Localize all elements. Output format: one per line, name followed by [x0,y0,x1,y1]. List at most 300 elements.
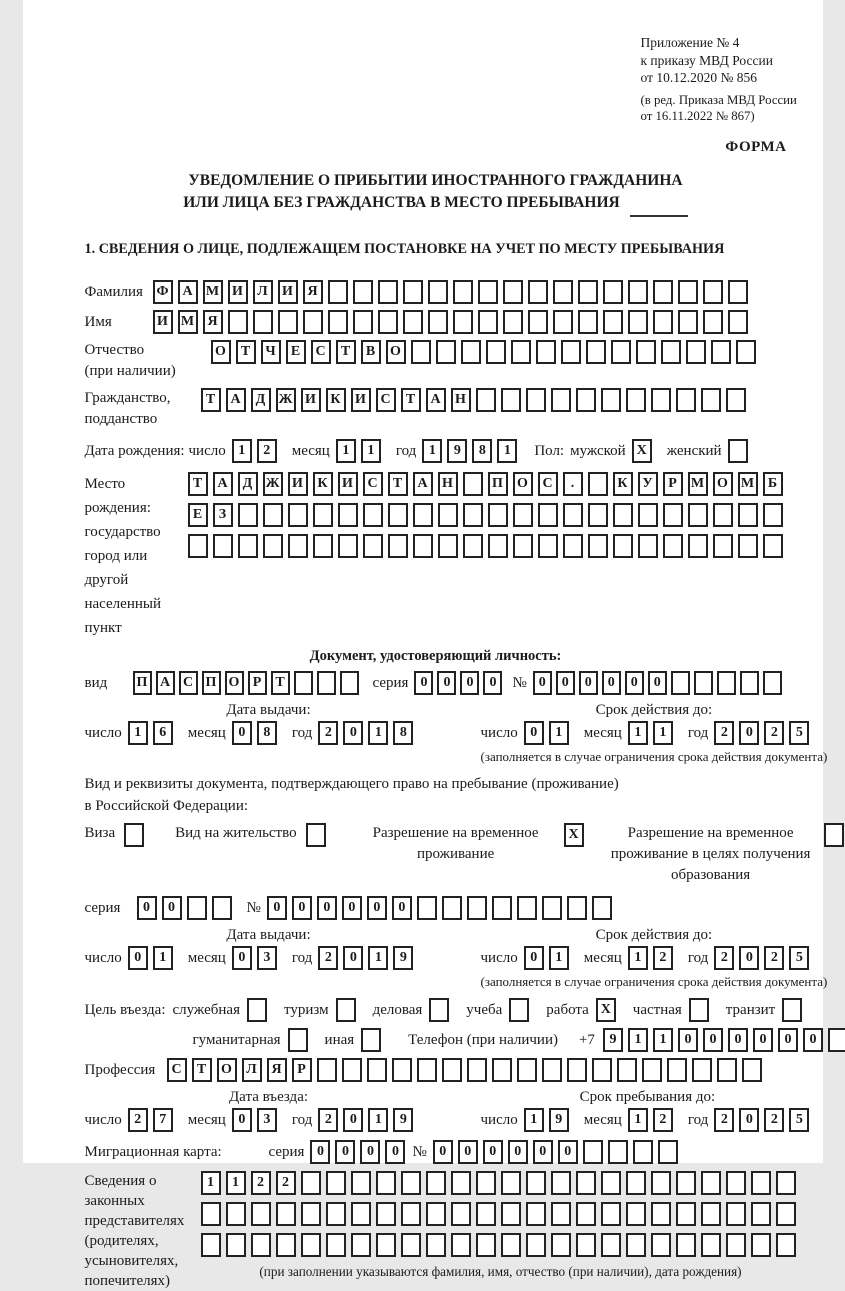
char-cell[interactable] [542,1058,562,1082]
char-cell[interactable] [638,534,658,558]
char-cell[interactable] [340,671,359,695]
char-cell[interactable] [492,1058,512,1082]
char-cell[interactable]: 1 [422,439,442,463]
char-cell[interactable] [651,388,671,412]
char-cell[interactable]: Л [242,1058,262,1082]
char-cell[interactable] [636,340,656,364]
char-cell[interactable] [751,1202,771,1226]
char-cell[interactable]: П [133,671,152,695]
char-cell[interactable]: Т [201,388,221,412]
char-cell[interactable] [501,388,521,412]
char-cell[interactable]: 0 [433,1140,453,1164]
char-cell[interactable] [201,1233,221,1257]
char-cell[interactable] [740,671,759,695]
char-cell[interactable]: Р [663,472,683,496]
char-cell[interactable] [713,534,733,558]
char-cell[interactable] [342,1058,362,1082]
char-cell[interactable] [626,1202,646,1226]
char-cell[interactable] [513,534,533,558]
char-cell[interactable] [824,823,844,847]
char-cell[interactable]: Т [271,671,290,695]
char-cell[interactable]: Б [763,472,783,496]
char-cell[interactable] [676,1171,696,1195]
char-cell[interactable] [528,310,548,334]
char-cell[interactable] [428,310,448,334]
char-cell[interactable] [288,1028,308,1052]
char-cell[interactable]: И [301,388,321,412]
char-cell[interactable] [426,1171,446,1195]
char-cell[interactable] [588,503,608,527]
char-cell[interactable] [363,503,383,527]
char-cell[interactable] [692,1058,712,1082]
char-cell[interactable]: П [202,671,221,695]
char-cell[interactable]: X [632,439,652,463]
char-cell[interactable]: 0 [778,1028,798,1052]
char-cell[interactable]: 1 [653,1028,673,1052]
char-cell[interactable] [392,1058,412,1082]
char-cell[interactable] [187,896,207,920]
char-cell[interactable] [338,534,358,558]
char-cell[interactable]: 8 [472,439,492,463]
char-cell[interactable] [528,280,548,304]
char-cell[interactable]: 2 [128,1108,148,1132]
char-cell[interactable] [536,340,556,364]
char-cell[interactable] [376,1171,396,1195]
char-cell[interactable] [628,310,648,334]
char-cell[interactable]: З [213,503,233,527]
char-cell[interactable] [728,280,748,304]
char-cell[interactable] [278,310,298,334]
char-cell[interactable] [601,1171,621,1195]
char-cell[interactable] [653,310,673,334]
char-cell[interactable] [626,1233,646,1257]
char-cell[interactable]: 0 [579,671,598,695]
char-cell[interactable]: С [311,340,331,364]
char-cell[interactable] [592,896,612,920]
char-cell[interactable]: К [613,472,633,496]
char-cell[interactable] [661,340,681,364]
char-cell[interactable]: 0 [342,896,362,920]
char-cell[interactable] [338,503,358,527]
char-cell[interactable] [326,1171,346,1195]
char-cell[interactable]: И [338,472,358,496]
char-cell[interactable] [526,1171,546,1195]
char-cell[interactable] [828,1028,845,1052]
char-cell[interactable] [567,1058,587,1082]
char-cell[interactable] [608,1140,628,1164]
char-cell[interactable]: Р [248,671,267,695]
char-cell[interactable] [542,896,562,920]
char-cell[interactable] [553,280,573,304]
char-cell[interactable] [361,1028,381,1052]
char-cell[interactable] [247,998,267,1022]
char-cell[interactable] [576,1171,596,1195]
char-cell[interactable]: Ф [153,280,173,304]
char-cell[interactable]: Н [451,388,471,412]
char-cell[interactable]: X [596,998,616,1022]
char-cell[interactable] [417,1058,437,1082]
char-cell[interactable]: И [153,310,173,334]
char-cell[interactable] [442,896,462,920]
char-cell[interactable]: 0 [753,1028,773,1052]
char-cell[interactable] [188,534,208,558]
char-cell[interactable] [703,280,723,304]
char-cell[interactable]: Т [401,388,421,412]
char-cell[interactable]: 1 [226,1171,246,1195]
char-cell[interactable] [417,896,437,920]
char-cell[interactable]: 1 [368,721,388,745]
char-cell[interactable] [429,998,449,1022]
char-cell[interactable] [476,1202,496,1226]
char-cell[interactable]: 0 [360,1140,380,1164]
char-cell[interactable] [509,998,529,1022]
char-cell[interactable]: 0 [437,671,456,695]
char-cell[interactable]: В [361,340,381,364]
char-cell[interactable]: 5 [789,1108,809,1132]
char-cell[interactable] [476,1233,496,1257]
char-cell[interactable]: 1 [368,1108,388,1132]
char-cell[interactable]: 0 [533,671,552,695]
char-cell[interactable]: 0 [739,721,759,745]
char-cell[interactable]: Л [253,280,273,304]
char-cell[interactable] [742,1058,762,1082]
char-cell[interactable]: 1 [549,721,569,745]
char-cell[interactable] [633,1140,653,1164]
char-cell[interactable] [676,1233,696,1257]
char-cell[interactable] [378,310,398,334]
char-cell[interactable]: 2 [764,946,784,970]
char-cell[interactable] [551,388,571,412]
char-cell[interactable] [403,280,423,304]
char-cell[interactable] [503,280,523,304]
char-cell[interactable]: 0 [458,1140,478,1164]
char-cell[interactable]: М [738,472,758,496]
char-cell[interactable]: 0 [460,671,479,695]
char-cell[interactable] [538,534,558,558]
char-cell[interactable] [751,1233,771,1257]
char-cell[interactable] [711,340,731,364]
char-cell[interactable]: 6 [153,721,173,745]
char-cell[interactable] [526,1202,546,1226]
char-cell[interactable] [442,1058,462,1082]
char-cell[interactable] [212,896,232,920]
char-cell[interactable]: 9 [393,946,413,970]
char-cell[interactable] [363,534,383,558]
char-cell[interactable]: 1 [653,721,673,745]
char-cell[interactable]: А [226,388,246,412]
char-cell[interactable]: 2 [653,1108,673,1132]
char-cell[interactable]: О [386,340,406,364]
char-cell[interactable]: 0 [533,1140,553,1164]
char-cell[interactable] [726,1233,746,1257]
char-cell[interactable] [553,310,573,334]
char-cell[interactable] [653,280,673,304]
char-cell[interactable]: 0 [367,896,387,920]
char-cell[interactable]: С [179,671,198,695]
char-cell[interactable]: 2 [257,439,277,463]
char-cell[interactable]: 9 [393,1108,413,1132]
char-cell[interactable] [228,310,248,334]
char-cell[interactable]: У [638,472,658,496]
char-cell[interactable] [492,896,512,920]
char-cell[interactable]: 7 [153,1108,173,1132]
char-cell[interactable] [263,503,283,527]
char-cell[interactable] [728,439,748,463]
char-cell[interactable] [703,310,723,334]
char-cell[interactable]: К [326,388,346,412]
char-cell[interactable]: Т [192,1058,212,1082]
char-cell[interactable] [303,310,323,334]
char-cell[interactable] [578,310,598,334]
char-cell[interactable] [603,310,623,334]
char-cell[interactable]: 0 [232,721,252,745]
char-cell[interactable] [658,1140,678,1164]
char-cell[interactable] [578,280,598,304]
char-cell[interactable] [226,1202,246,1226]
char-cell[interactable] [551,1171,571,1195]
char-cell[interactable] [413,534,433,558]
char-cell[interactable]: К [313,472,333,496]
char-cell[interactable] [336,998,356,1022]
char-cell[interactable] [701,1233,721,1257]
char-cell[interactable]: А [413,472,433,496]
char-cell[interactable] [588,534,608,558]
char-cell[interactable] [667,1058,687,1082]
char-cell[interactable]: 0 [625,671,644,695]
char-cell[interactable] [403,310,423,334]
char-cell[interactable] [351,1171,371,1195]
char-cell[interactable]: 0 [483,671,502,695]
char-cell[interactable] [701,1202,721,1226]
char-cell[interactable] [213,534,233,558]
char-cell[interactable] [294,671,313,695]
char-cell[interactable] [263,534,283,558]
char-cell[interactable]: 2 [251,1171,271,1195]
char-cell[interactable]: 8 [257,721,277,745]
char-cell[interactable]: Ж [263,472,283,496]
char-cell[interactable] [253,310,273,334]
char-cell[interactable]: 2 [764,1108,784,1132]
char-cell[interactable]: 2 [276,1171,296,1195]
char-cell[interactable]: . [563,472,583,496]
char-cell[interactable] [763,503,783,527]
char-cell[interactable] [567,896,587,920]
char-cell[interactable] [776,1171,796,1195]
char-cell[interactable] [651,1233,671,1257]
char-cell[interactable] [686,340,706,364]
char-cell[interactable] [551,1233,571,1257]
char-cell[interactable] [717,1058,737,1082]
char-cell[interactable]: 0 [317,896,337,920]
char-cell[interactable] [663,503,683,527]
char-cell[interactable] [751,1171,771,1195]
char-cell[interactable]: С [363,472,383,496]
char-cell[interactable] [617,1058,637,1082]
char-cell[interactable] [678,310,698,334]
char-cell[interactable] [488,534,508,558]
char-cell[interactable] [238,503,258,527]
char-cell[interactable] [689,998,709,1022]
char-cell[interactable] [413,503,433,527]
char-cell[interactable] [201,1202,221,1226]
char-cell[interactable]: 0 [232,1108,252,1132]
char-cell[interactable] [378,280,398,304]
char-cell[interactable]: С [167,1058,187,1082]
char-cell[interactable] [503,310,523,334]
char-cell[interactable] [426,1202,446,1226]
char-cell[interactable]: 5 [789,721,809,745]
char-cell[interactable]: 1 [524,1108,544,1132]
char-cell[interactable] [326,1233,346,1257]
char-cell[interactable]: 1 [497,439,517,463]
char-cell[interactable] [517,896,537,920]
char-cell[interactable]: И [278,280,298,304]
char-cell[interactable]: 1 [628,1028,648,1052]
char-cell[interactable]: О [225,671,244,695]
char-cell[interactable]: 9 [603,1028,623,1052]
char-cell[interactable] [426,1233,446,1257]
char-cell[interactable]: 0 [128,946,148,970]
char-cell[interactable] [251,1202,271,1226]
char-cell[interactable] [626,388,646,412]
char-cell[interactable] [467,896,487,920]
char-cell[interactable] [561,340,581,364]
char-cell[interactable]: М [178,310,198,334]
char-cell[interactable] [501,1233,521,1257]
char-cell[interactable] [671,671,690,695]
char-cell[interactable] [563,534,583,558]
char-cell[interactable]: Р [292,1058,312,1082]
char-cell[interactable]: 0 [414,671,433,695]
char-cell[interactable]: 8 [393,721,413,745]
char-cell[interactable] [501,1202,521,1226]
char-cell[interactable] [451,1202,471,1226]
char-cell[interactable]: 0 [558,1140,578,1164]
char-cell[interactable]: Т [188,472,208,496]
char-cell[interactable]: 1 [628,946,648,970]
char-cell[interactable]: О [217,1058,237,1082]
char-cell[interactable]: 0 [703,1028,723,1052]
char-cell[interactable]: 0 [392,896,412,920]
char-cell[interactable]: А [156,671,175,695]
char-cell[interactable]: Е [286,340,306,364]
char-cell[interactable] [726,388,746,412]
char-cell[interactable] [613,503,633,527]
char-cell[interactable] [238,534,258,558]
char-cell[interactable] [576,1233,596,1257]
char-cell[interactable]: 3 [257,1108,277,1132]
char-cell[interactable] [367,1058,387,1082]
char-cell[interactable]: П [488,472,508,496]
char-cell[interactable]: 1 [153,946,173,970]
char-cell[interactable] [638,503,658,527]
char-cell[interactable] [401,1202,421,1226]
char-cell[interactable] [351,1233,371,1257]
char-cell[interactable]: 0 [728,1028,748,1052]
char-cell[interactable] [301,1202,321,1226]
char-cell[interactable] [601,1202,621,1226]
char-cell[interactable] [451,1171,471,1195]
char-cell[interactable] [642,1058,662,1082]
char-cell[interactable] [586,340,606,364]
char-cell[interactable]: X [564,823,584,847]
char-cell[interactable] [576,388,596,412]
char-cell[interactable] [226,1233,246,1257]
char-cell[interactable]: 3 [257,946,277,970]
char-cell[interactable]: Д [251,388,271,412]
char-cell[interactable] [563,503,583,527]
char-cell[interactable] [526,388,546,412]
char-cell[interactable] [651,1171,671,1195]
char-cell[interactable]: 0 [678,1028,698,1052]
char-cell[interactable] [588,472,608,496]
char-cell[interactable]: 1 [368,946,388,970]
char-cell[interactable] [328,280,348,304]
char-cell[interactable] [763,534,783,558]
char-cell[interactable] [476,388,496,412]
char-cell[interactable] [651,1202,671,1226]
char-cell[interactable]: 0 [343,946,363,970]
char-cell[interactable] [251,1233,271,1257]
char-cell[interactable] [436,340,456,364]
char-cell[interactable]: Е [188,503,208,527]
char-cell[interactable]: 0 [343,1108,363,1132]
char-cell[interactable] [351,1202,371,1226]
char-cell[interactable] [513,503,533,527]
char-cell[interactable] [694,671,713,695]
char-cell[interactable]: 0 [162,896,182,920]
char-cell[interactable] [576,1202,596,1226]
char-cell[interactable] [701,1171,721,1195]
char-cell[interactable] [763,671,782,695]
char-cell[interactable] [611,340,631,364]
char-cell[interactable] [453,280,473,304]
char-cell[interactable] [583,1140,603,1164]
char-cell[interactable]: 0 [343,721,363,745]
char-cell[interactable] [276,1233,296,1257]
char-cell[interactable] [688,503,708,527]
char-cell[interactable] [782,998,802,1022]
char-cell[interactable] [463,472,483,496]
char-cell[interactable] [428,280,448,304]
char-cell[interactable]: 1 [201,1171,221,1195]
char-cell[interactable] [488,503,508,527]
char-cell[interactable] [592,1058,612,1082]
char-cell[interactable] [713,503,733,527]
char-cell[interactable] [717,671,736,695]
char-cell[interactable] [601,1233,621,1257]
char-cell[interactable] [388,503,408,527]
char-cell[interactable]: О [211,340,231,364]
char-cell[interactable] [317,671,336,695]
char-cell[interactable]: 0 [524,721,544,745]
char-cell[interactable] [526,1233,546,1257]
char-cell[interactable] [628,280,648,304]
char-cell[interactable] [326,1202,346,1226]
char-cell[interactable] [501,1171,521,1195]
char-cell[interactable] [728,310,748,334]
char-cell[interactable]: 0 [267,896,287,920]
char-cell[interactable]: Т [336,340,356,364]
char-cell[interactable] [551,1202,571,1226]
char-cell[interactable]: А [426,388,446,412]
char-cell[interactable] [461,340,481,364]
char-cell[interactable]: М [688,472,708,496]
char-cell[interactable] [124,823,144,847]
char-cell[interactable]: Ж [276,388,296,412]
char-cell[interactable] [603,280,623,304]
char-cell[interactable]: 1 [336,439,356,463]
